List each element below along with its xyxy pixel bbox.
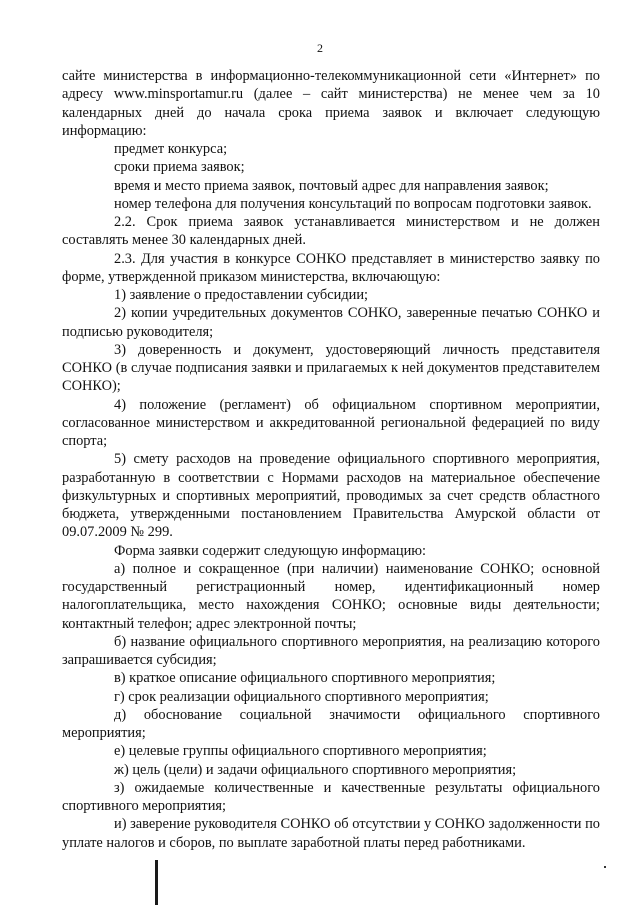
application-form-heading: Форма заявки содержит следующую информацию: [114,542,427,559]
clause-2-3: 2.3. Для участия в конкурсе СОНКО представляет в министерство заявку по форме, утвержденной приказом министерства, включающую: [62,250,600,285]
scan-artifact-dot [604,866,606,868]
form-item-d: д) обоснование социальной значимости официального спортивного мероприятия; [62,706,600,741]
page-number: 2 [317,41,323,55]
list-item-application-place: время и место приема заявок, почтовый адрес для направления заявок; [114,177,549,194]
document-item-5: 5) смету расходов на проведение официального спортивного мероприятия, разработанную в соответствии с Нормами расходов на материальное обеспечение физкультурных и спортивных мероприятий, проводимых за счет средств областного бюджета, утвержденными постановлением Правительства Амурской области от 09.07.2009 № 299. [62,451,600,541]
form-item-g: г) срок реализации официального спортивного мероприятия; [114,688,489,705]
document-body [62,67,600,852]
form-item-v: в) краткое описание официального спортивного мероприятия; [114,670,496,687]
form-item-zh: ж) цель (цели) и задачи официального спортивного мероприятия; [114,761,517,778]
form-item-z: з) ожидаемые количественные и качественные результаты официального спортивного мероприятия; [62,779,600,814]
document-item-2: 2) копии учредительных документов СОНКО, заверенные печатью СОНКО и подписью руководителя; [62,305,600,340]
scan-artifact-line [155,860,158,905]
form-item-i: и) заверение руководителя СОНКО об отсутствии у СОНКО задолженности по уплате налогов и сборов, по выплате заработной платы перед работниками. [62,816,600,851]
form-item-b: б) название официального спортивного мероприятия, на реализацию которого запрашивается субсидия; [62,633,600,668]
list-item-contest-subject: предмет конкурса; [114,141,228,157]
list-item-consultation-phone: номер телефона для получения консультаций по вопросам подготовки заявок. [114,195,592,212]
document-item-3: 3) доверенность и документ, удостоверяющий личность представителя СОНКО (в случае подписания заявки и прилагаемых к ней документов представителем СОНКО); [62,341,600,395]
clause-2-2: 2.2. Срок приема заявок устанавливается министерством и не должен составлять менее 30 календарных дней. [62,214,600,249]
document-item-1: 1) заявление о предоставлении субсидии; [114,287,369,303]
form-item-a: а) полное и сокращенное (при наличии) наименование СОНКО; основной государственный регистрационный номер, идентификационный номер налогоплательщика, место нахождения СОНКО; основные виды деятельности; контактный телефон; адрес электронной почты; [62,560,600,632]
list-item-application-dates: сроки приема заявок; [114,159,245,176]
form-item-e: е) целевые группы официального спортивного мероприятия; [114,743,487,760]
document-item-4: 4) положение (регламент) об официальном спортивном мероприятии, согласованное министерством и аккредитованной региональной федерацией по виду спорта; [62,396,600,449]
paragraph-intro-continuation: сайте министерства в информационно-телекоммуникационной сети «Интернет» по адресу www.minsportamur.ru (далее – сайт министерства) не менее чем за 10 календарных дней до начала срока приема заявок и включает следующую информацию: [62,68,600,139]
